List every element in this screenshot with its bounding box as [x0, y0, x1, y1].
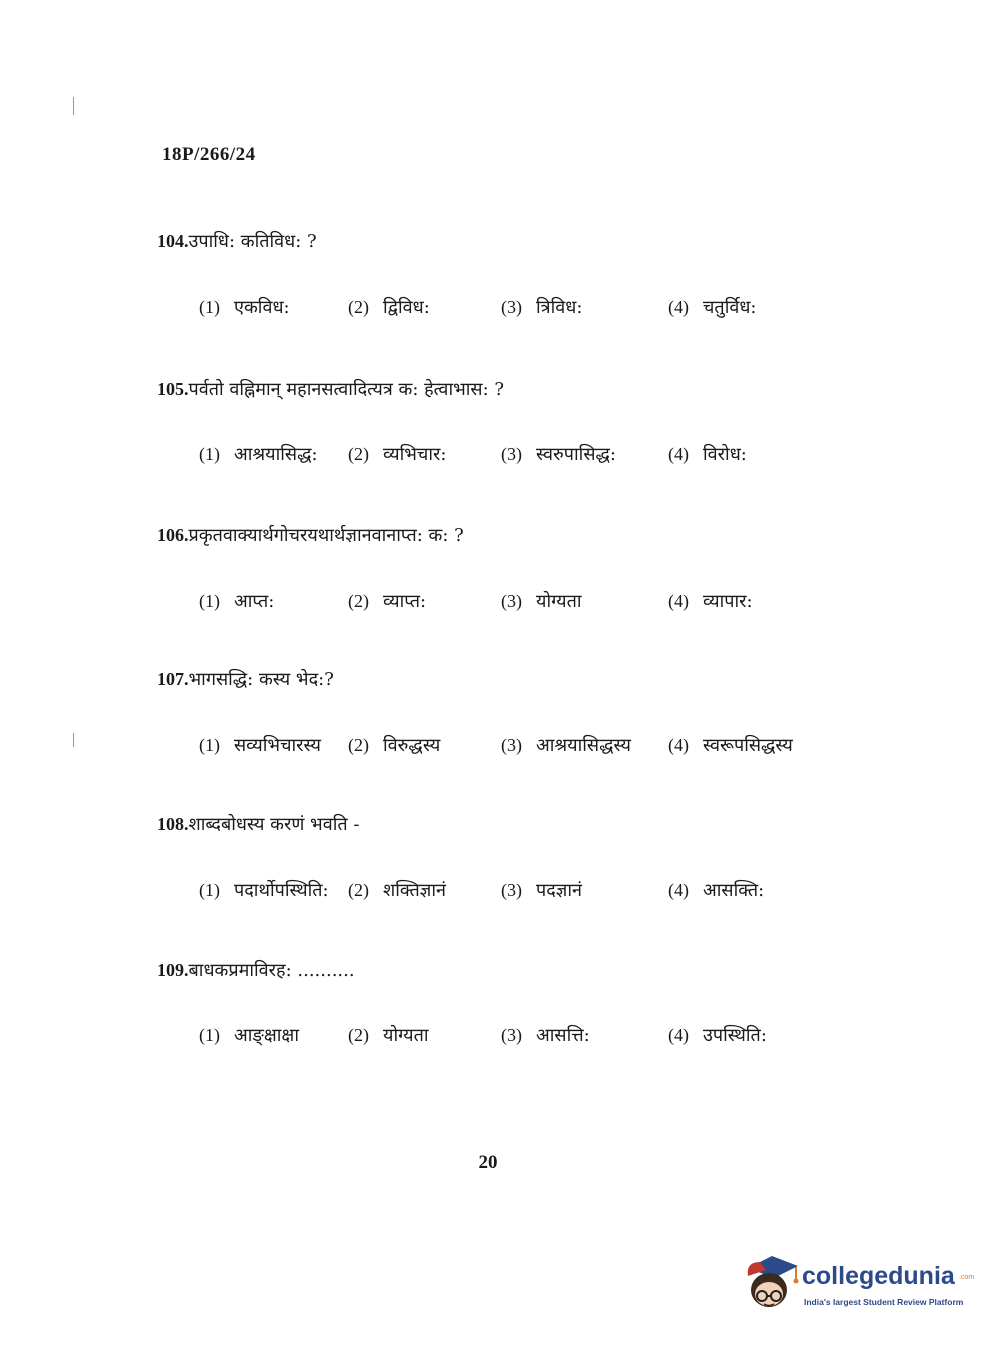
option-1: (1) एकविध: — [199, 297, 290, 318]
logo-tagline: India's largest Student Review Platform — [804, 1297, 964, 1307]
option-3: (3) योग्यता — [501, 591, 582, 612]
option-4: (4) उपस्थिति: — [668, 1025, 767, 1046]
option-2: (2) विरुद्धस्य — [348, 735, 441, 756]
question-text: बाधकप्रमाविरह: .......... — [188, 960, 355, 981]
question-104 — [157, 229, 317, 253]
option-4: (4) चतुर्विध: — [668, 297, 757, 318]
question-text: पर्वतो वह्निमान् महानसत्वादित्यत्र क: हेत्वाभास: ? — [188, 379, 505, 400]
question-107 — [157, 667, 334, 691]
logo-wordmark: collegedunia — [802, 1262, 955, 1290]
question-108 — [157, 812, 359, 836]
option-2: (2) योग्यता — [348, 1025, 429, 1046]
option-3: (3) पदज्ञानं — [501, 880, 582, 901]
question-number: 107. — [157, 669, 189, 689]
options-105 — [0, 442, 1001, 472]
option-3: (3) आश्रयासिद्धस्य — [501, 735, 631, 756]
option-4: (4) विरोध: — [668, 444, 747, 465]
option-3: (3) स्वरुपासिद्ध: — [501, 444, 616, 465]
question-number: 109. — [157, 960, 189, 980]
question-number: 105. — [157, 379, 189, 399]
option-2: (2) व्यभिचार: — [348, 444, 447, 465]
page-number: 20 — [478, 1152, 498, 1173]
question-text: शाब्दबोधस्य करणं भवति - — [188, 814, 360, 835]
question-number: 104. — [157, 231, 189, 251]
option-2: (2) शक्तिज्ञानं — [348, 880, 446, 901]
options-109 — [0, 1023, 1001, 1053]
option-3: (3) त्रिविध: — [501, 297, 583, 318]
question-text: भागसद्धि: कस्य भेद:? — [188, 669, 334, 690]
question-text: प्रकृतवाक्यार्थगोचरयथार्थज्ञानवानाप्त: क: ? — [188, 525, 464, 546]
option-1: (1) सव्यभिचारस्य — [199, 735, 321, 756]
mascot-icon — [742, 1250, 800, 1312]
option-4: (4) स्वरूपसिद्धस्य — [668, 735, 793, 756]
options-107 — [0, 733, 1001, 763]
question-106 — [157, 523, 464, 547]
question-105 — [157, 377, 504, 401]
options-106 — [0, 589, 1001, 619]
option-1: (1) आप्त: — [199, 591, 275, 612]
question-text: उपाधि: कतिविध: ? — [188, 231, 317, 252]
option-1: (1) आश्रयासिद्ध: — [199, 444, 318, 465]
option-4: (4) आसक्ति: — [668, 880, 765, 901]
question-109 — [157, 958, 355, 982]
question-number: 106. — [157, 525, 189, 545]
paper-code: 18P/266/24 — [162, 144, 256, 165]
option-2: (2) द्विविध: — [348, 297, 430, 318]
option-2: (2) व्याप्त: — [348, 591, 427, 612]
option-3: (3) आसत्ति: — [501, 1025, 590, 1046]
logo-domain: .com — [959, 1274, 975, 1281]
scan-mark — [73, 97, 74, 115]
options-108 — [0, 878, 1001, 908]
option-1: (1) पदार्थोपस्थिति: — [199, 880, 329, 901]
option-1: (1) आङ्क्षाक्षा — [199, 1025, 299, 1046]
collegedunia-logo[interactable] — [742, 1250, 975, 1320]
options-104 — [0, 295, 1001, 325]
question-number: 108. — [157, 814, 189, 834]
option-4: (4) व्यापार: — [668, 591, 753, 612]
